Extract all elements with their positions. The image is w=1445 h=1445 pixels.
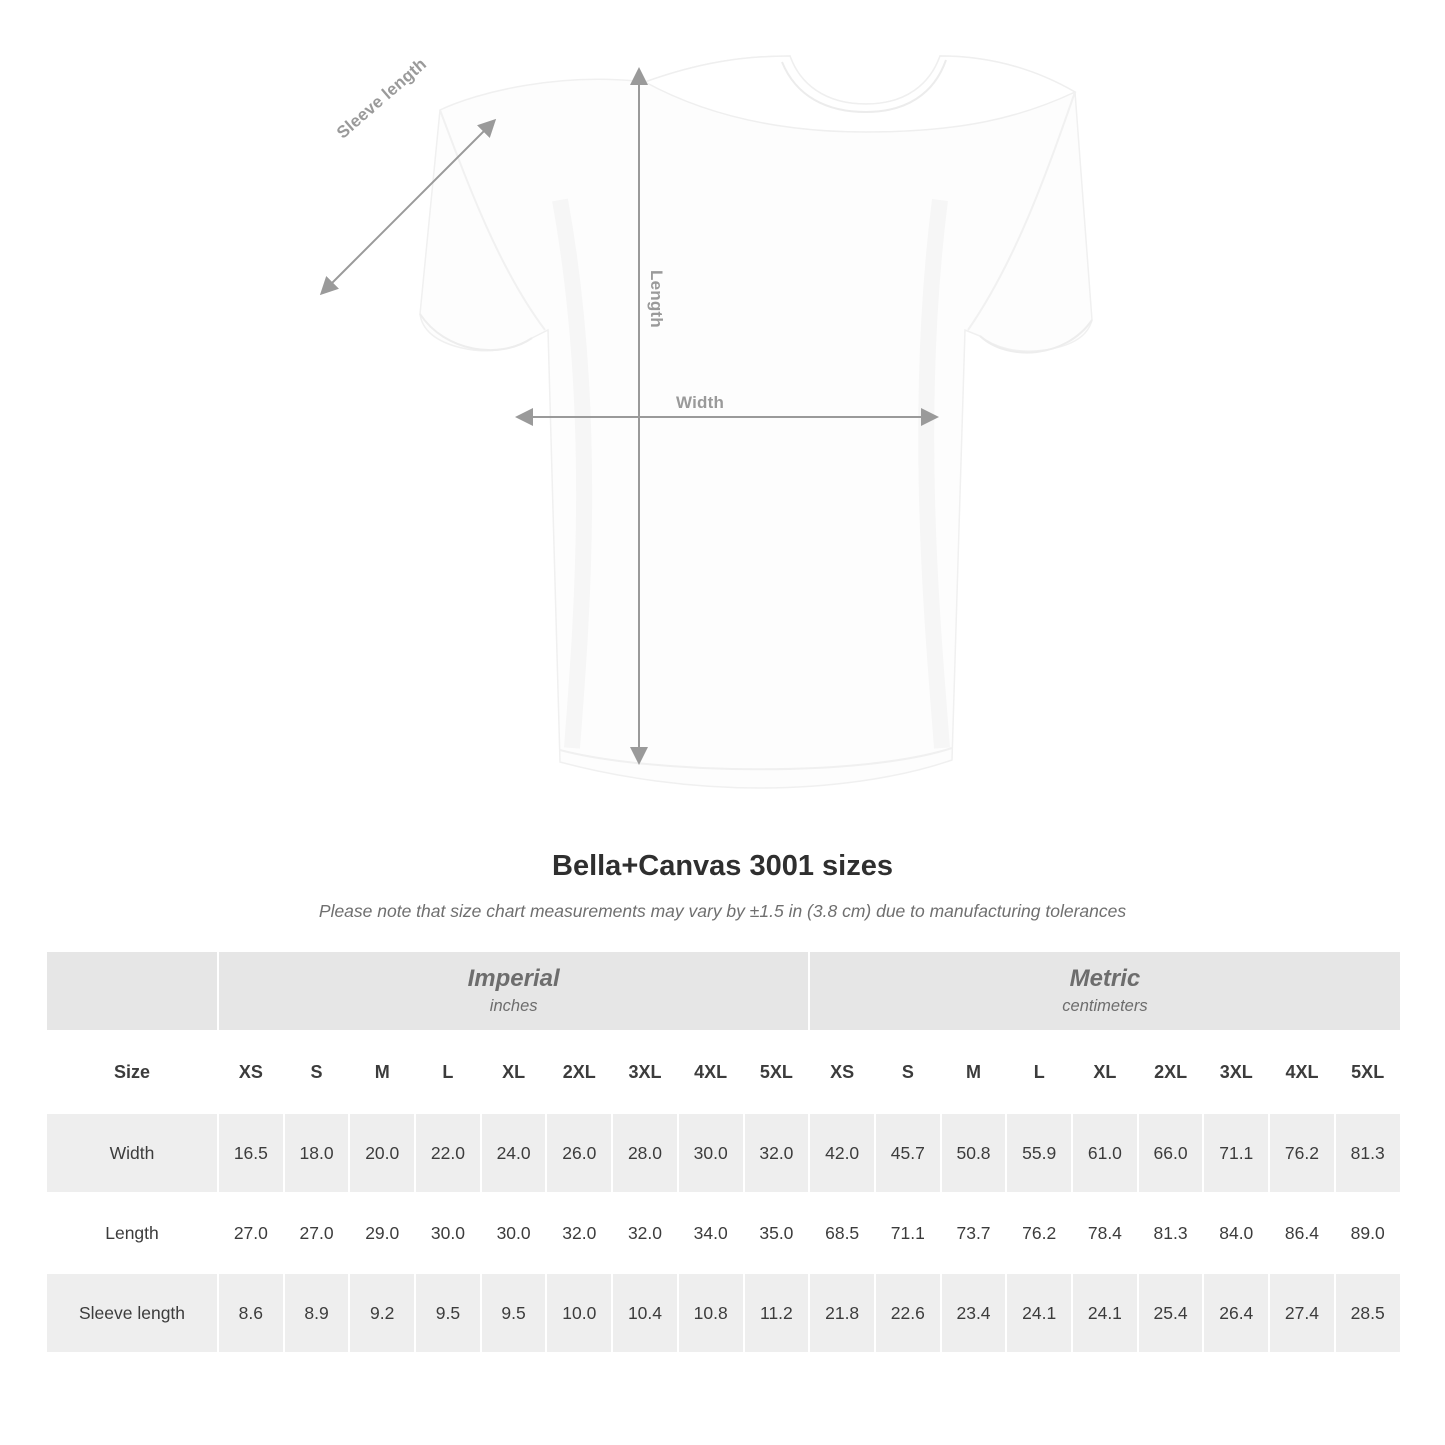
size-header-cell: 3XL: [612, 1031, 678, 1113]
size-header-cell: M: [941, 1031, 1007, 1113]
size-header-row: [46, 1031, 1401, 1113]
table-cell: 24.0: [481, 1113, 547, 1193]
size-header-cell: S: [875, 1031, 941, 1113]
table-row: [46, 1273, 1401, 1353]
table-cell: 9.2: [349, 1273, 415, 1353]
table-cell: 27.0: [284, 1193, 350, 1273]
table-cell: 27.0: [218, 1193, 284, 1273]
table-cell: 35.0: [744, 1193, 810, 1273]
table-cell: 9.5: [481, 1273, 547, 1353]
table-cell: 50.8: [941, 1113, 1007, 1193]
tshirt-shape: [420, 56, 1092, 788]
size-header-cell: 3XL: [1203, 1031, 1269, 1113]
unit-group-imperial-name: Imperial: [467, 964, 560, 992]
size-header-cell: XS: [809, 1031, 875, 1113]
table-cell: 45.7: [875, 1113, 941, 1193]
table-cell: 18.0: [284, 1113, 350, 1193]
table-cell: 20.0: [349, 1113, 415, 1193]
size-header-cell: 2XL: [1138, 1031, 1204, 1113]
table-cell: 10.8: [678, 1273, 744, 1353]
size-header-cell: 2XL: [546, 1031, 612, 1113]
table-cell: 10.4: [612, 1273, 678, 1353]
table-cell: 26.4: [1203, 1273, 1269, 1353]
page-title: Bella+Canvas 3001 sizes: [552, 850, 893, 882]
table-cell: 76.2: [1269, 1113, 1335, 1193]
size-header-cell: S: [284, 1031, 350, 1113]
table-cell: 66.0: [1138, 1113, 1204, 1193]
table-cell: 30.0: [415, 1193, 481, 1273]
tolerance-note: Please note that size chart measurements may vary by ±1.5 in (3.8 cm) due to manufacturing tolerances: [318, 901, 1127, 921]
table-cell: 30.0: [678, 1113, 744, 1193]
size-header-cell: 5XL: [744, 1031, 810, 1113]
row-label: Width: [46, 1113, 218, 1193]
size-header-cell: L: [415, 1031, 481, 1113]
size-header-cell: XL: [1072, 1031, 1138, 1113]
table-cell: 76.2: [1006, 1193, 1072, 1273]
table-cell: 81.3: [1138, 1193, 1204, 1273]
table-cell: 8.6: [218, 1273, 284, 1353]
corner-cell: [46, 951, 218, 1031]
table-cell: 28.5: [1335, 1273, 1401, 1353]
table-cell: 16.5: [218, 1113, 284, 1193]
size-header-cell: L: [1006, 1031, 1072, 1113]
size-header-cell: XS: [218, 1031, 284, 1113]
table-cell: 42.0: [809, 1113, 875, 1193]
size-header-cell: XL: [481, 1031, 547, 1113]
table-row: [46, 1193, 1401, 1273]
unit-group-imperial-sub: inches: [489, 996, 538, 1015]
table-cell: 22.6: [875, 1273, 941, 1353]
table-cell: 28.0: [612, 1113, 678, 1193]
size-header-cell: M: [349, 1031, 415, 1113]
size-header-cell: 4XL: [1269, 1031, 1335, 1113]
row-label: Length: [46, 1193, 218, 1273]
table-cell: 11.2: [744, 1273, 810, 1353]
table-cell: 55.9: [1006, 1113, 1072, 1193]
row-label: Sleeve length: [46, 1273, 218, 1353]
table-cell: 21.8: [809, 1273, 875, 1353]
table-cell: 32.0: [546, 1193, 612, 1273]
table-cell: 71.1: [875, 1193, 941, 1273]
size-header-label: Size: [46, 1031, 218, 1113]
table-cell: 32.0: [612, 1193, 678, 1273]
unit-group-imperial: [218, 951, 809, 1031]
unit-group-metric-name: Metric: [1069, 964, 1141, 992]
size-table: [45, 950, 1402, 1354]
table-cell: 81.3: [1335, 1113, 1401, 1193]
size-table-container: [45, 950, 1400, 1354]
table-cell: 78.4: [1072, 1193, 1138, 1273]
size-header-cell: 4XL: [678, 1031, 744, 1113]
table-row: [46, 1113, 1401, 1193]
table-cell: 26.0: [546, 1113, 612, 1193]
table-cell: 27.4: [1269, 1273, 1335, 1353]
table-cell: 32.0: [744, 1113, 810, 1193]
table-cell: 22.0: [415, 1113, 481, 1193]
unit-group-metric-sub: centimeters: [1062, 996, 1148, 1015]
width-label: Width: [676, 393, 725, 412]
table-cell: 73.7: [941, 1193, 1007, 1273]
table-cell: 24.1: [1006, 1273, 1072, 1353]
table-cell: 89.0: [1335, 1193, 1401, 1273]
table-cell: 9.5: [415, 1273, 481, 1353]
table-cell: 25.4: [1138, 1273, 1204, 1353]
unit-group-metric: [809, 951, 1400, 1031]
size-header-cell: 5XL: [1335, 1031, 1401, 1113]
table-cell: 86.4: [1269, 1193, 1335, 1273]
chart-heading: [0, 850, 1445, 922]
table-cell: 30.0: [481, 1193, 547, 1273]
sleeve-length-label: Sleeve length: [333, 54, 431, 143]
table-cell: 23.4: [941, 1273, 1007, 1353]
table-cell: 61.0: [1072, 1113, 1138, 1193]
table-cell: 68.5: [809, 1193, 875, 1273]
table-cell: 24.1: [1072, 1273, 1138, 1353]
table-cell: 71.1: [1203, 1113, 1269, 1193]
length-label: Length: [647, 270, 666, 328]
table-cell: 84.0: [1203, 1193, 1269, 1273]
table-cell: 29.0: [349, 1193, 415, 1273]
unit-header-row: [46, 951, 1401, 1031]
table-cell: 8.9: [284, 1273, 350, 1353]
table-cell: 10.0: [546, 1273, 612, 1353]
table-cell: 34.0: [678, 1193, 744, 1273]
